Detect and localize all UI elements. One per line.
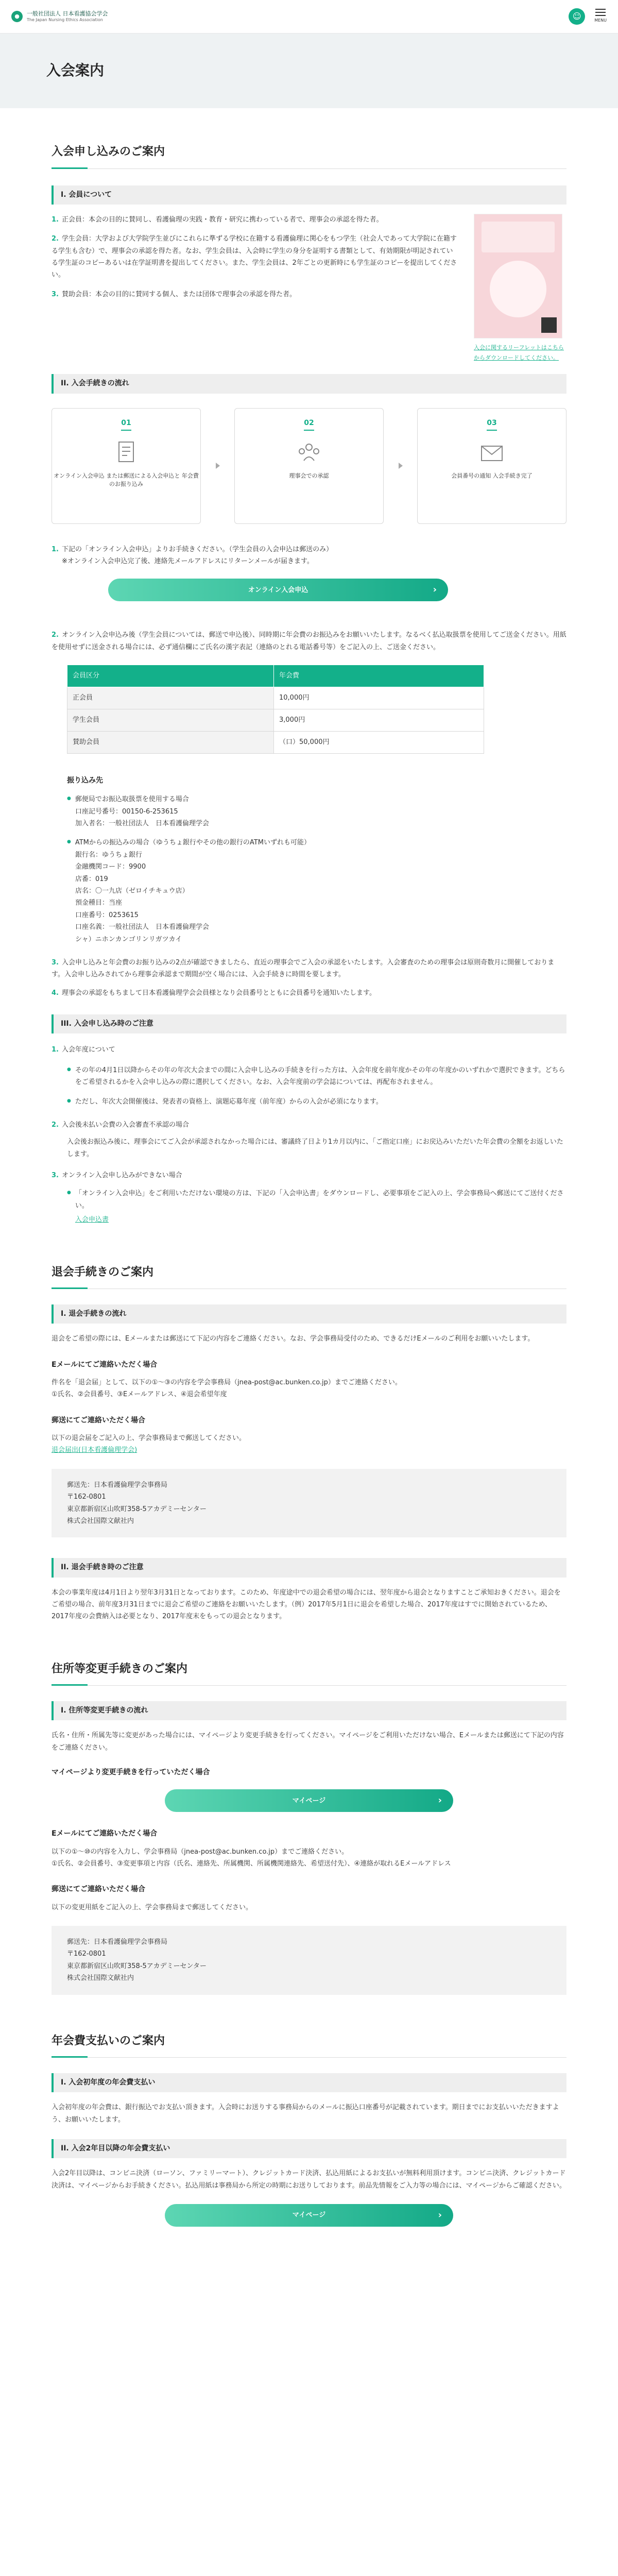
address-text: 氏名・住所・所属先等に変更があった場合には、マイページより変更手続きを行ってください。マイページをご利用いただけない場合、Eメールまたは郵送にて下記の内容をご連絡ください。 — [52, 1732, 564, 1752]
fees-mypage-button[interactable]: マイページ › — [165, 2204, 453, 2227]
table-row: 賛助会員 （口）50,000円 — [67, 732, 484, 754]
page-hero — [0, 33, 618, 108]
step-number: 02 — [304, 417, 314, 431]
notes-item-3: 3. オンライン入会申し込みができない場合 — [52, 1172, 182, 1180]
withdraw-email-text: 件名を「退会届」として、以下の①〜③の内容を学会事務局（jnea-post@ac.bunken.co.jp）までご連絡ください。 — [52, 1379, 402, 1387]
withdraw-address-box: 郵送先：日本看護倫理学会事務局 〒162-0801 東京都新宿区山吹町358-5アカデミーセンター 株式会社国際文献社内 — [52, 1469, 566, 1538]
flow-item-4: 4. 理事会の承認をもちまして日本看護倫理学会会員様となり会員番号とともに会員番号を通知いたします。 — [52, 989, 376, 997]
fees-section-title: 年会費支払いのご案内 — [52, 2031, 566, 2058]
address-section-title: 住所等変更手続きのご案内 — [52, 1659, 566, 1686]
fees-first-text: 入会初年度の年会費は、銀行振込でお支払い頂きます。入会時にお送りする事務局からのメールに振込口座番号が記載されています。期日までにお支払いいただきますよう、お願いいたします。 — [52, 2104, 559, 2124]
menu-label: MENU — [594, 18, 607, 23]
withdraw-post-text: 以下の退会届をご記入の上、学会事務局まで郵送してください。 — [52, 1434, 246, 1442]
mypage-button[interactable]: マイページ › — [165, 1789, 453, 1812]
step-label: 理事会での承認 — [289, 472, 329, 479]
leaflet-caption: 入会に関するリーフレットはこちらからダウンロードしてください。 — [474, 344, 564, 361]
site-header — [0, 0, 618, 33]
membership-heading: I. 会員について — [52, 185, 566, 205]
flow-step — [417, 408, 566, 524]
bank-heading: 振り込み先 — [67, 776, 103, 785]
online-application-button[interactable]: オンライン入会申込 › — [108, 579, 448, 601]
step-arrow-icon — [399, 463, 403, 469]
membership-item: 3. 賛助会員：本会の目的に賛同する個人、または団体で理事会の承認を得た者。 — [52, 290, 296, 298]
fees-renewal-heading: II. 入会2年目以降の年会費支払い — [52, 2139, 566, 2158]
fee-table — [67, 665, 484, 754]
application-form-link: 入会申込書 — [75, 1216, 109, 1224]
step-arrow-icon — [216, 463, 220, 469]
step-label: 会員番号の通知 入会手続き完了 — [451, 472, 533, 479]
notes-item-2: 2. 入会後未払い会費の入会審査不承認の場合 — [52, 1121, 189, 1129]
notes-year-item: ● ただし、年次大会開催後は、発表者の資格上、演題応募年度（前年度）からの入会が必須になります。 — [67, 1096, 566, 1108]
withdraw-flow-text: 退会をご希望の際には、Eメールまたは郵送にて下記の内容をご連絡ください。なお、学会事務局受付のため、できるだけEメールのご利用をお願いいたします。 — [52, 1335, 535, 1343]
fees-renewal-text: 入会2年目以降は、コンビニ決済（ローソン、ファミリーマート）、クレジットカード決済、払込用紙によるお支払いが無料利用頂けます。コンビニ決済、クレジットカード決済は、マイページからお手続きください。払込用紙は事務局から所定の時期にお送りしております。前品先情報をご入力等の場合には、マイページからご確認ください。 — [52, 2170, 566, 2190]
menu-button[interactable] — [594, 9, 607, 24]
logo-sub: The Japan Nursing Ethics Association — [27, 17, 103, 22]
flow-steps — [52, 408, 566, 524]
notes-year-item: ● その年の4月1日以降からその年の年次大会までの間に入会申し込みの手続きを行った方は、入会年度を前年度かその年の年度かのいずれかで選択できます。どちらをご希望されるかを入会申し込みの際に選択してください。なお、入会年度前の学会誌については、再配布されません。 — [67, 1064, 566, 1089]
address-post-text: 以下の変更用紙をご記入の上、学会事務局まで郵送してください。 — [52, 1903, 253, 1911]
table-row: 正会員 10,000円 — [67, 687, 484, 709]
address-email-text: 以下の①〜⑩の内容を入力し、学会事務局（jnea-post@ac.bunken.co.jp）までご連絡ください。 — [52, 1848, 349, 1856]
address-mypage-heading: マイページより変更手続きを行っていただく場合 — [52, 1768, 210, 1777]
user-icon[interactable]: ☺ — [569, 8, 585, 25]
logo-emblem-icon: ● — [11, 11, 23, 22]
application-form-icon — [112, 438, 141, 467]
step-number: 03 — [487, 417, 496, 431]
fee-table-header: 年会費 — [274, 665, 484, 687]
address-heading: I. 住所等変更手続きの流れ — [52, 1701, 566, 1720]
site-logo[interactable] — [11, 10, 108, 23]
flow-heading: II. 入会手続きの流れ — [52, 374, 566, 393]
flow-item-3: 3. 入会申し込みと年会費のお振り込みの2点が確認できましたら、直近の理事会でご入会の承認をいたします。入会審査のための理事会は原則奇数月に開催しております。入会申し込みされてから理事会承認まで期間が空く場合には、入会手続きに時間を要します。 — [52, 959, 555, 979]
flow-item-1-note: ※オンライン入会申込完了後、連絡先メールアドレスにリターンメールが届きます。 — [62, 557, 314, 565]
notes-item-2-text: 入会後お振込み後に、理事会にてご入会が承認されなかった場合には、審議終了日より1カ月以内に、「ご指定口座」にお戻込みいただいた年会費の全額をお返しいたします。 — [67, 1138, 563, 1158]
flow-item-2: 2. オンライン入会申込み後（学生会員については、郵送で申込後）、同時期に年会費のお振込みをお願いいたします。なるべく払込取扱票を使用してご送金ください。用紙を使用せずに送金される場合には、必ず通信欄にご氏名の漢字表記（連絡のとれる電話番号等）をご記入の上、ご送金ください。 — [52, 631, 566, 651]
mail-envelope-icon — [477, 438, 506, 467]
withdraw-flow-heading: I. 退会手続きの流れ — [52, 1304, 566, 1324]
bank-postal-block: ● 郵便局でお振込取扱票を使用する場合 口座記号番号：00150-6-253615 加入者名：一般社団法人 日本看護倫理学会 — [67, 793, 566, 829]
membership-item: 2. 学生会員：大学および大学院学生並びにこれらに準ずる学校に在籍する看護倫理に関心をもつ学生（社会人であって大学院に在籍する学生も含む）で、理事会の承認を得た者。なお、学生会員は、入会時に学生の身分を証明する書類として、有効期限が明記されている学生証のコピーあるいは在学証明書を提出してください。また、学生会員は、2年ごとの更新時にも学生証のコピーを提出してください。 — [52, 235, 457, 279]
step-number: 01 — [121, 417, 131, 431]
address-post-heading: 郵送にてご連絡いただく場合 — [52, 1885, 145, 1894]
withdraw-section-title: 退会手続きのご案内 — [52, 1262, 566, 1290]
fees-first-heading: I. 入会初年度の年会費支払い — [52, 2073, 566, 2092]
withdraw-post-heading: 郵送にてご連絡いただく場合 — [52, 1416, 145, 1425]
board-members-icon — [295, 438, 323, 467]
apply-section-title: 入会申し込みのご案内 — [52, 142, 566, 169]
table-row: 学生会員 3,000円 — [67, 709, 484, 732]
withdraw-email-heading: Eメールにてご連絡いただく場合 — [52, 1360, 158, 1369]
address-address-box: 郵送先：日本看護倫理学会事務局 〒162-0801 東京都新宿区山吹町358-5アカデミーセンター 株式会社国際文献社内 — [52, 1926, 566, 1995]
logo-name: 一般社団法人 日本看護協会学会 — [27, 10, 108, 17]
step-label: オンライン入会申込 または郵送による入会申込と 年会費のお振り込み — [54, 472, 199, 488]
bank-atm-block: ● ATMからの振込みの場合（ゆうちょ銀行やその他の銀行のATMいずれも可能） 銀行名：ゆうちょ銀行 金融機関コード：9900 店番：019 店名：〇一九店（ゼロイチキュウ店） 預金種目：当座 口座番号：0253615 口座名義：一般社団法人 日本看護倫理学会 シャ）ニホンカンゴリンリガツカイ — [67, 837, 566, 945]
withdraw-email-items: ①氏名、②会員番号、③Eメールアドレス、④退会希望年度 — [52, 1391, 227, 1399]
hamburger-icon — [595, 9, 606, 16]
fee-table-header: 会員区分 — [67, 665, 274, 687]
withdraw-form-link: 退会届出(日本看護倫理学会) — [52, 1446, 138, 1454]
page-title: 入会案内 — [46, 62, 105, 79]
flow-step — [234, 408, 384, 524]
withdraw-notes-heading: II. 退会手続き時のご注意 — [52, 1558, 566, 1577]
leaflet-thumbnail[interactable] — [474, 214, 562, 338]
flow-item-1: 1. 下記の「オンライン入会申込」よりお手続きください。（学生会員の入会申込は郵送のみ） — [52, 545, 333, 553]
notes-heading: III. 入会申し込み時のご注意 — [52, 1014, 566, 1033]
address-email-heading: Eメールにてご連絡いただく場合 — [52, 1829, 158, 1838]
address-email-items: ①氏名、②会員番号、③変更事項と内容（氏名、連絡先、所属機関、所属機関連絡先、希望送付先）、④連絡が取れるEメールアドレス — [52, 1860, 451, 1868]
withdraw-notes-text: 本会の事業年度は4月1日より翌年3月31日となっております。このため、年度途中での退会希望の場合には、翌年度から退会となりますことご承知おきください。退会をご希望の場合、前年度3月31日までに退会ご希望のご連絡をお願いいたします。（例）2017年5月1日に退会を希望した場合、2017年度はすでに開始されているため、2017年度の会費納入は必要となり、2017年度末をもっての退会となります。 — [52, 1588, 561, 1621]
notes-item-3-text: ● 「オンライン入会申込」をご利用いただけない環境の方は、下記の「入会申込書」をダウンロードし、必要事項をご記入の上、学会事務局へ郵送にてご送付ください。 — [67, 1188, 566, 1212]
notes-year-heading: 1. 入会年度について — [52, 1046, 115, 1054]
flow-step — [52, 408, 201, 524]
membership-item: 1. 正会員：本会の目的に賛同し、看護倫理の実践・教育・研究に携わっている者で、理事会の承認を得た者。 — [52, 215, 383, 224]
